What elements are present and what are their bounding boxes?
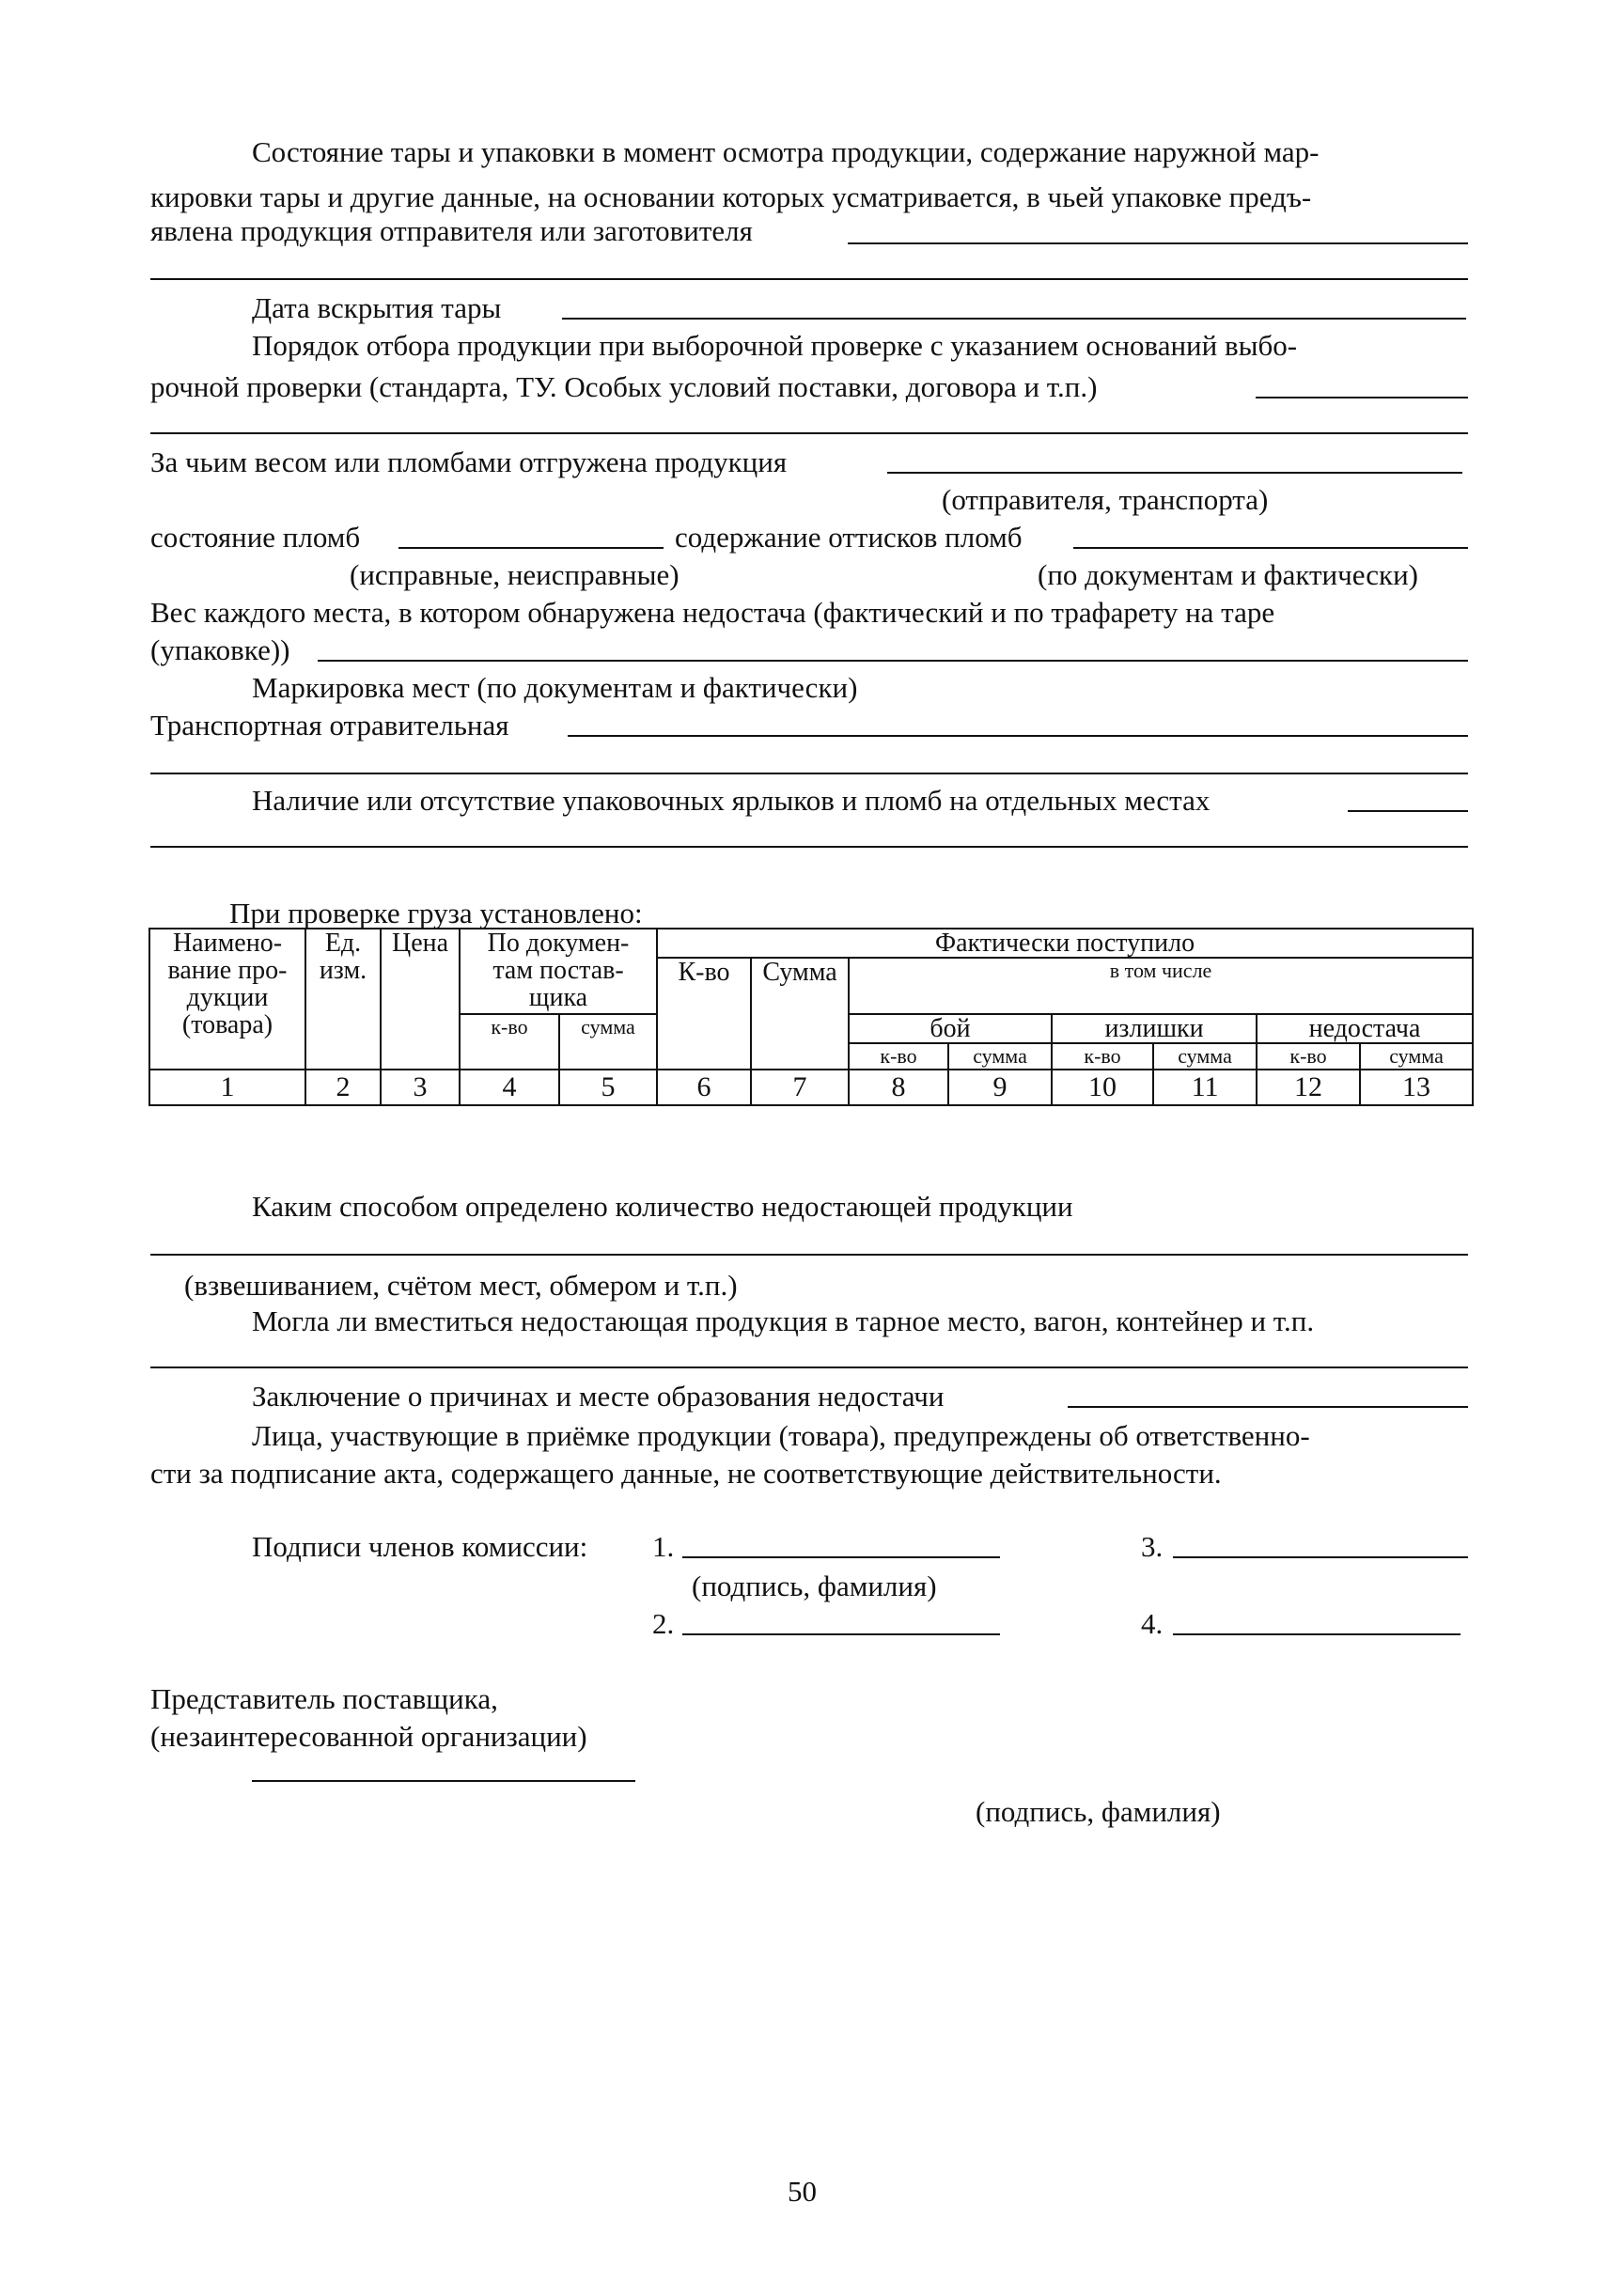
col-number-11: 11 [1153, 1070, 1257, 1105]
col-number-10: 10 [1052, 1070, 1153, 1105]
conclusion-field[interactable] [1068, 1406, 1468, 1408]
tare-open-date-label: Дата вскрытия тары [252, 291, 502, 324]
header-broken: бой [849, 1014, 1052, 1043]
packaging-state-line-1: Состояние тары и упаковки в момент осмотра продукции, содержание наружной мар- [252, 135, 1320, 168]
method-label: Каким способом определено количество недостающей продукции [252, 1190, 1073, 1223]
signature-4-field[interactable] [1173, 1633, 1461, 1635]
sampling-order-field-2[interactable] [150, 432, 1468, 434]
col-number-8: 8 [849, 1070, 948, 1105]
supplier-rep-hint: (подпись, фамилия) [976, 1795, 1221, 1828]
transport-label: Транспортная отравительная [150, 709, 509, 742]
col-number-9: 9 [948, 1070, 1052, 1105]
signature-hint: (подпись, фамилия) [692, 1570, 937, 1602]
shipped-under-label: За чьим весом или пломбами отгружена продукция [150, 445, 788, 478]
seal-imprint-hint: (по документам и фактически) [1038, 558, 1418, 591]
col-number-13: 13 [1360, 1070, 1473, 1105]
packaging-state-line-3: явлена продукция отправителя или заготовителя [150, 214, 753, 247]
col-number-7: 7 [751, 1070, 849, 1105]
header-actual: Фактически поступило [657, 929, 1473, 958]
sampling-order-line-1: Порядок отбора продукции при выборочной проверке с указанием оснований выбо- [252, 329, 1298, 362]
signature-1-field[interactable] [682, 1556, 1000, 1558]
weight-line-2: (упаковке)) [150, 633, 290, 666]
inspection-table [148, 928, 1474, 1106]
col-number-1: 1 [149, 1070, 305, 1105]
header-by-docs: По докумен- там постав- щика [460, 929, 657, 1014]
shipped-under-hint: (отправителя, транспорта) [942, 483, 1269, 516]
seal-state-hint: (исправные, неисправные) [350, 558, 680, 591]
seal-state-label: состояние пломб [150, 521, 361, 554]
header-price: Цена [381, 929, 460, 1070]
header-shortage-sum: сумма [1360, 1043, 1473, 1070]
header-docs-qty: к-во [460, 1014, 559, 1070]
col-number-2: 2 [305, 1070, 381, 1105]
marking-label: Маркировка мест (по документам и фактически) [252, 671, 858, 704]
fit-label: Могла ли вместиться недостающая продукция в тарное место, вагон, контейнер и т.п. [252, 1304, 1315, 1337]
header-shortage: недостача [1257, 1014, 1473, 1043]
col-number-5: 5 [559, 1070, 657, 1105]
header-product-name: Наимено- вание про- дукции (товара) [149, 929, 305, 1070]
labels-presence-field[interactable] [1348, 810, 1468, 812]
col-number-3: 3 [381, 1070, 460, 1105]
seal-imprint-field[interactable] [1073, 547, 1468, 549]
transport-field[interactable] [568, 735, 1468, 737]
header-surplus-qty: к-во [1052, 1043, 1153, 1070]
header-broken-sum: сумма [948, 1043, 1052, 1070]
shipped-under-field[interactable] [887, 472, 1462, 474]
fit-field[interactable] [150, 1367, 1468, 1368]
col-number-6: 6 [657, 1070, 751, 1105]
seal-state-field[interactable] [398, 547, 664, 549]
header-actual-qty: К-во [657, 958, 751, 1070]
supplier-rep-line-2: (незаинтересованной организации) [150, 1720, 587, 1753]
sampling-order-field[interactable] [1256, 397, 1468, 398]
method-hint: (взвешиванием, счётом мест, обмером и т.п.) [184, 1269, 738, 1302]
signature-1-number: 1. [652, 1530, 675, 1563]
labels-presence-field-2[interactable] [150, 846, 1468, 848]
table-title: При проверке груза установлено: [229, 897, 643, 929]
conclusion-label: Заключение о причинах и месте образования недостачи [252, 1380, 945, 1413]
signature-2-number: 2. [652, 1607, 675, 1640]
packaging-state-field[interactable] [848, 242, 1468, 244]
header-unit: Ед. изм. [305, 929, 381, 1070]
weight-field[interactable] [318, 660, 1468, 662]
warning-line-2: сти за подписание акта, содержащего данные, не соответствующие действительности. [150, 1457, 1222, 1490]
packaging-state-line-2: кировки тары и другие данные, на основании которых усматривается, в чьей упаковке предъ- [150, 180, 1312, 213]
packaging-state-field-2[interactable] [150, 278, 1468, 280]
warning-line-1: Лица, участвующие в приёмке продукции (товара), предупреждены об ответственно- [252, 1419, 1310, 1452]
signature-2-field[interactable] [682, 1633, 1000, 1635]
header-docs-sum: сумма [559, 1014, 657, 1070]
page-number: 50 [788, 2175, 817, 2208]
signature-4-number: 4. [1141, 1607, 1164, 1640]
signatures-label: Подписи членов комиссии: [252, 1530, 588, 1563]
transport-field-2[interactable] [150, 773, 1468, 774]
supplier-rep-field[interactable] [252, 1780, 635, 1782]
header-broken-qty: к-во [849, 1043, 948, 1070]
signature-3-number: 3. [1141, 1530, 1164, 1563]
weight-line-1: Вес каждого места, в котором обнаружена недостача (фактический и по трафарету на таре [150, 596, 1275, 629]
sampling-order-line-2: рочной проверки (стандарта, ТУ. Особых условий поставки, договора и т.п.) [150, 370, 1098, 403]
header-actual-sum: Сумма [751, 958, 849, 1070]
header-surplus-sum: сумма [1153, 1043, 1257, 1070]
header-including: в том числе [849, 958, 1473, 1014]
signature-3-field[interactable] [1173, 1556, 1468, 1558]
col-number-4: 4 [460, 1070, 559, 1105]
supplier-rep-line-1: Представитель поставщика, [150, 1682, 498, 1715]
col-number-12: 12 [1257, 1070, 1360, 1105]
tare-open-date-field[interactable] [562, 318, 1466, 320]
method-field[interactable] [150, 1254, 1468, 1256]
labels-presence-label: Наличие или отсутствие упаковочных ярлыков и пломб на отдельных местах [252, 784, 1211, 817]
seal-imprint-label: содержание оттисков пломб [675, 521, 1023, 554]
header-surplus: излишки [1052, 1014, 1257, 1043]
header-shortage-qty: к-во [1257, 1043, 1360, 1070]
